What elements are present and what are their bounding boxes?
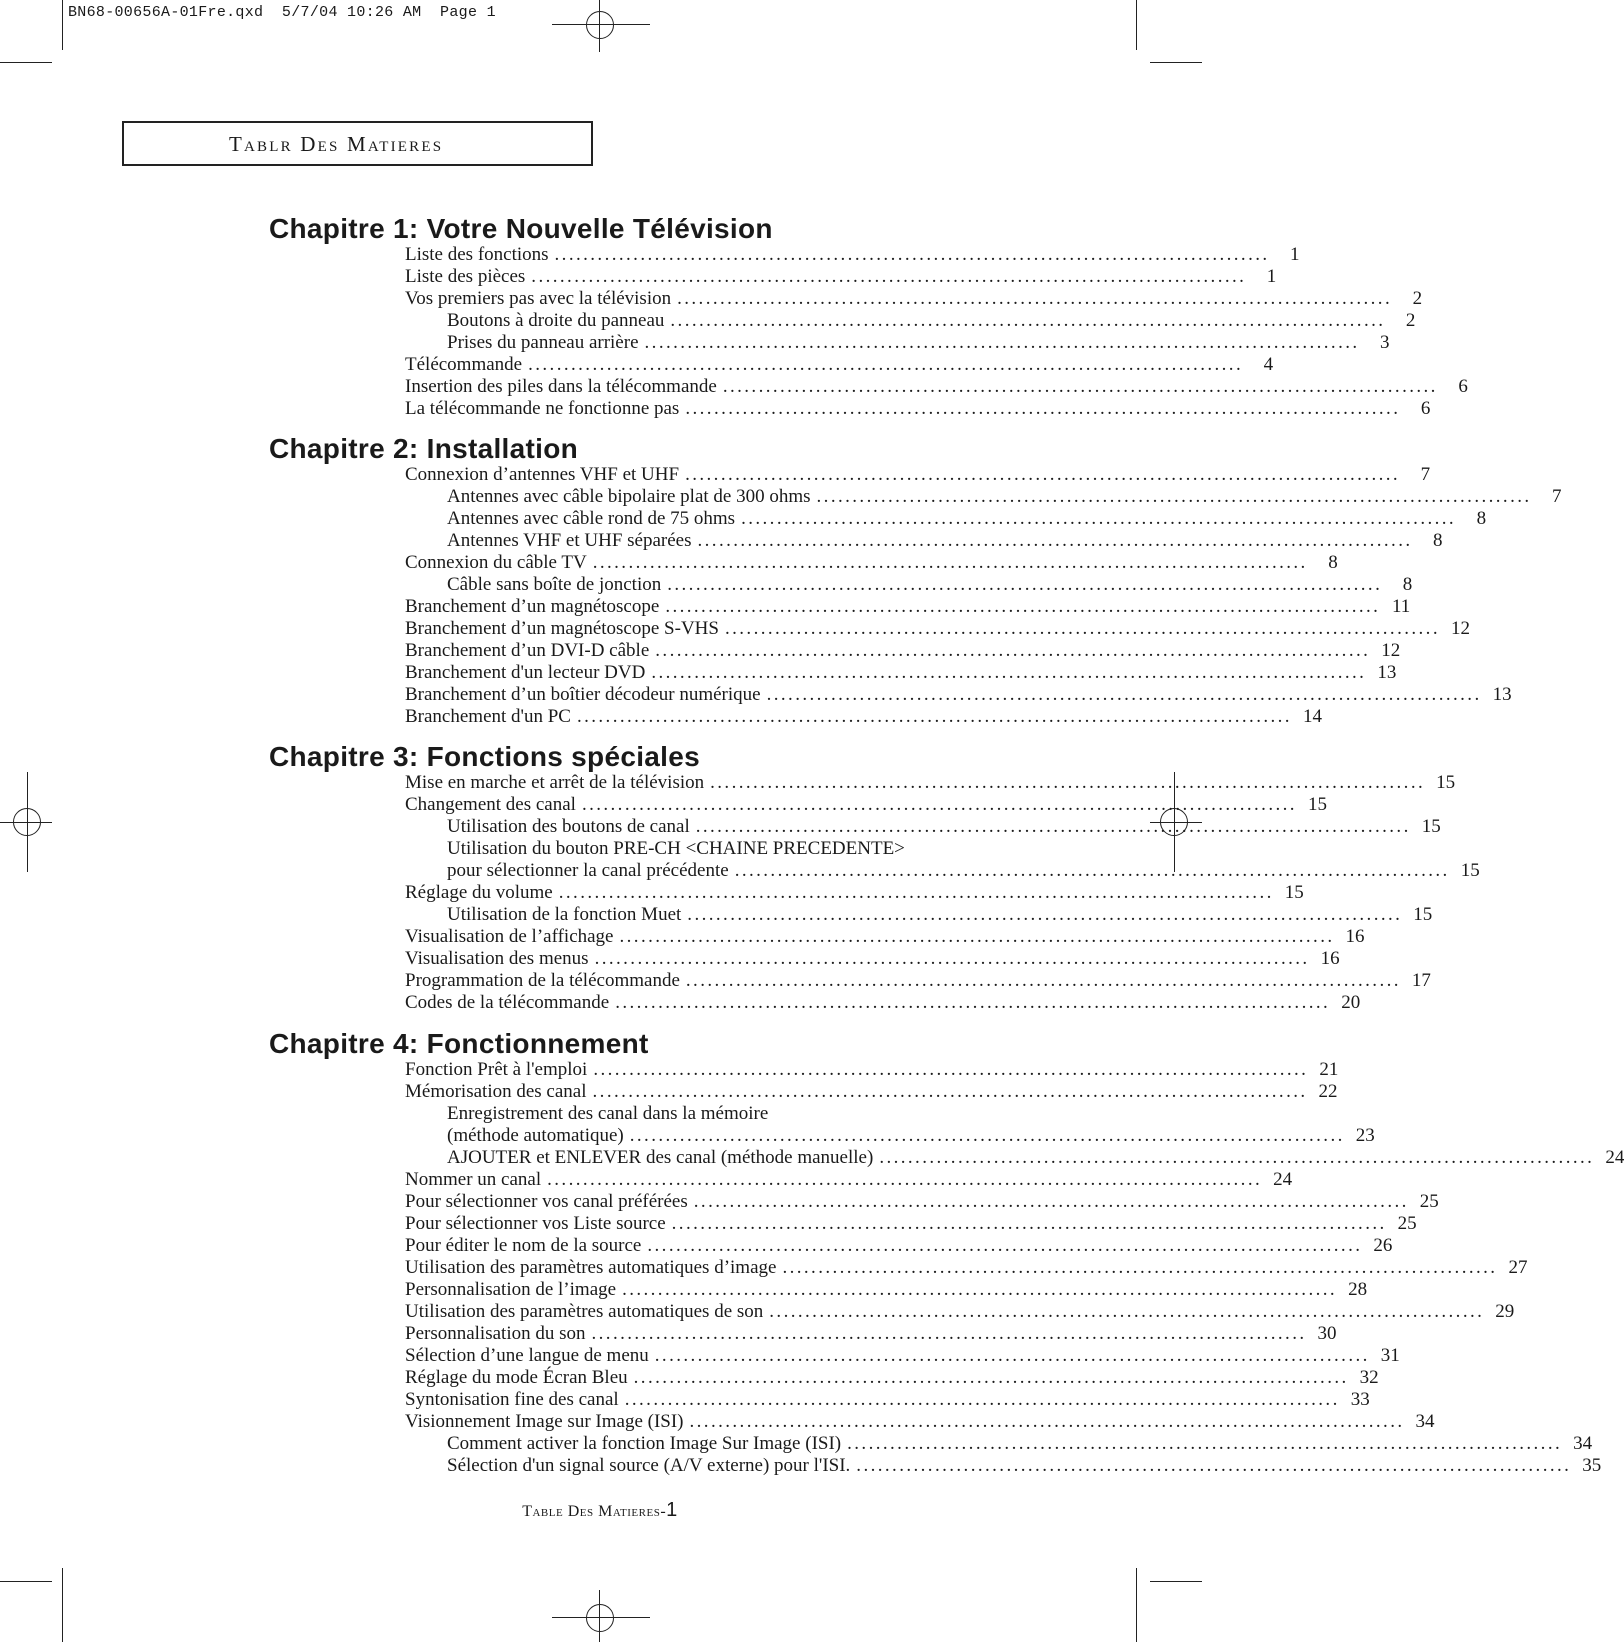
toc-entry-sub: AJOUTER et ENLEVER des canal (méthode manuelle) .................................................................................................... 24 — [447, 1147, 1624, 1168]
toc-entry: Utilisation des paramètres automatiques de son .................................................................................................... 29 — [405, 1301, 1515, 1322]
footer-page-number: 1 — [666, 1499, 678, 1521]
toc-entry: Connexion d’antennes VHF et UHF .................................................................................................... 7 — [405, 464, 1431, 485]
toc-entry: Réglage du volume .................................................................................................... 15 — [405, 882, 1304, 903]
crop-mark — [62, 1568, 63, 1642]
slug-line: BN68-00656A-01Fre.qxd 5/7/04 10:26 AM Page 1 — [68, 4, 496, 21]
toc-entry: Branchement d'un lecteur DVD .................................................................................................... 13 — [405, 662, 1397, 683]
toc-entry: Liste des fonctions .................................................................................................... 1 — [405, 244, 1300, 265]
toc-entry-sub-line: Enregistrement des canal dans la mémoire — [447, 1103, 769, 1124]
toc-entry-sub-line: Utilisation du bouton PRE-CH <CHAINE PRECEDENTE> — [447, 838, 905, 859]
crop-mark — [1150, 1581, 1202, 1582]
crop-mark — [0, 62, 52, 63]
toc-entry: Branchement d’un magnétoscope S-VHS .................................................................................................... 12 — [405, 618, 1470, 639]
toc-entry-sub: pour sélectionner la canal précédente .................................................................................................... 15 — [447, 860, 1480, 881]
toc-entry: Mise en marche et arrêt de la télévision .................................................................................................... 15 — [405, 772, 1456, 793]
page-title-box — [122, 121, 593, 166]
toc-entry: Mémorisation des canal .................................................................................................... 22 — [405, 1081, 1338, 1102]
footer-label: Table Des Matieres- — [522, 1503, 667, 1520]
toc-entry-sub: Sélection d'un signal source (A/V externe) pour l'ISI. .................................................................................................... 35 — [447, 1455, 1602, 1476]
toc-entry: Visualisation des menus .................................................................................................... 16 — [405, 948, 1340, 969]
toc-entry: Fonction Prêt à l'emploi .................................................................................................... 21 — [405, 1059, 1339, 1080]
toc-entry-sub: Comment activer la fonction Image Sur Image (ISI) .................................................................................................... 34 — [447, 1433, 1593, 1454]
crop-mark — [1136, 1568, 1137, 1642]
toc-entry: Programmation de la télécommande .................................................................................................... 17 — [405, 970, 1431, 991]
toc-entry: Personnalisation du son .................................................................................................... 30 — [405, 1323, 1337, 1344]
toc-entry-sub: Antennes VHF et UHF séparées .................................................................................................... 8 — [447, 530, 1443, 551]
toc-entry: Personnalisation de l’image .................................................................................................... 28 — [405, 1279, 1368, 1300]
toc-entry-sub: Utilisation des boutons de canal .................................................................................................... 15 — [447, 816, 1441, 837]
chapter-title: Chapitre 3: Fonctions spéciales — [269, 741, 700, 772]
toc-entry: Branchement d’un DVI-D câble .................................................................................................... 12 — [405, 640, 1401, 661]
toc-entry-sub: Antennes avec câble bipolaire plat de 300 ohms .................................................................................................... 7 — [447, 486, 1562, 507]
toc-entry-sub: Boutons à droite du panneau .................................................................................................... 2 — [447, 310, 1416, 331]
page-title: Tablr Des Matieres — [229, 132, 444, 156]
toc-entry: Liste des pièces .................................................................................................... 1 — [405, 266, 1277, 287]
crop-mark — [62, 0, 63, 50]
toc-entry: Visualisation de l’affichage .................................................................................................... 16 — [405, 926, 1365, 947]
toc-entry: Sélection d’une langue de menu .................................................................................................... 31 — [405, 1345, 1400, 1366]
toc-entry: Changement des canal .................................................................................................... 15 — [405, 794, 1327, 815]
toc-entry: Réglage du mode Écran Bleu .................................................................................................... 32 — [405, 1367, 1379, 1388]
toc-entry-sub: Prises du panneau arrière .................................................................................................... 3 — [447, 332, 1390, 353]
toc-entry: Visionnement Image sur Image (ISI) .................................................................................................... 34 — [405, 1411, 1435, 1432]
chapter-title: Chapitre 2: Installation — [269, 433, 579, 464]
toc-entry: Insertion des piles dans la télécommande .................................................................................................... 6 — [405, 376, 1468, 397]
toc-entry-sub: Utilisation de la fonction Muet .................................................................................................... 15 — [447, 904, 1433, 925]
toc-entry: Pour éditer le nom de la source .................................................................................................... 26 — [405, 1235, 1393, 1256]
toc-entry: Branchement d’un boîtier décodeur numérique .................................................................................................... 13 — [405, 684, 1512, 705]
toc-entry: Pour sélectionner vos canal préférées .................................................................................................... 25 — [405, 1191, 1439, 1212]
toc-entry: Vos premiers pas avec la télévision .................................................................................................... 2 — [405, 288, 1423, 309]
page-footer — [0, 1499, 1200, 1522]
toc-entry: Utilisation des paramètres automatiques d’image .................................................................................................... 27 — [405, 1257, 1528, 1278]
toc-entry-sub: Antennes avec câble rond de 75 ohms .................................................................................................... 8 — [447, 508, 1487, 529]
toc-entry-sub: Câble sans boîte de jonction .................................................................................................... 8 — [447, 574, 1413, 595]
crop-mark — [1136, 0, 1137, 50]
chapter-title: Chapitre 4: Fonctionnement — [269, 1028, 649, 1059]
toc-entry: Connexion du câble TV .................................................................................................... 8 — [405, 552, 1338, 573]
toc-entry: Syntonisation fine des canal .................................................................................................... 33 — [405, 1389, 1370, 1410]
toc-entry: Branchement d’un magnétoscope .................................................................................................... 11 — [405, 596, 1411, 617]
toc-entry: Nommer un canal .................................................................................................... 24 — [405, 1169, 1293, 1190]
toc-entry: Codes de la télécommande .................................................................................................... 20 — [405, 992, 1361, 1013]
toc-entry: La télécommande ne fonctionne pas .................................................................................................... 6 — [405, 398, 1431, 419]
toc-entry-sub: (méthode automatique) .................................................................................................... 23 — [447, 1125, 1375, 1146]
toc-entry: Branchement d'un PC .................................................................................................... 14 — [405, 706, 1322, 727]
toc-entry: Pour sélectionner vos Liste source .................................................................................................... 25 — [405, 1213, 1417, 1234]
crop-mark — [0, 1581, 52, 1582]
chapter-title: Chapitre 1: Votre Nouvelle Télévision — [269, 213, 773, 244]
toc-entry: Télécommande .................................................................................................... 4 — [405, 354, 1274, 375]
crop-mark — [1150, 62, 1202, 63]
